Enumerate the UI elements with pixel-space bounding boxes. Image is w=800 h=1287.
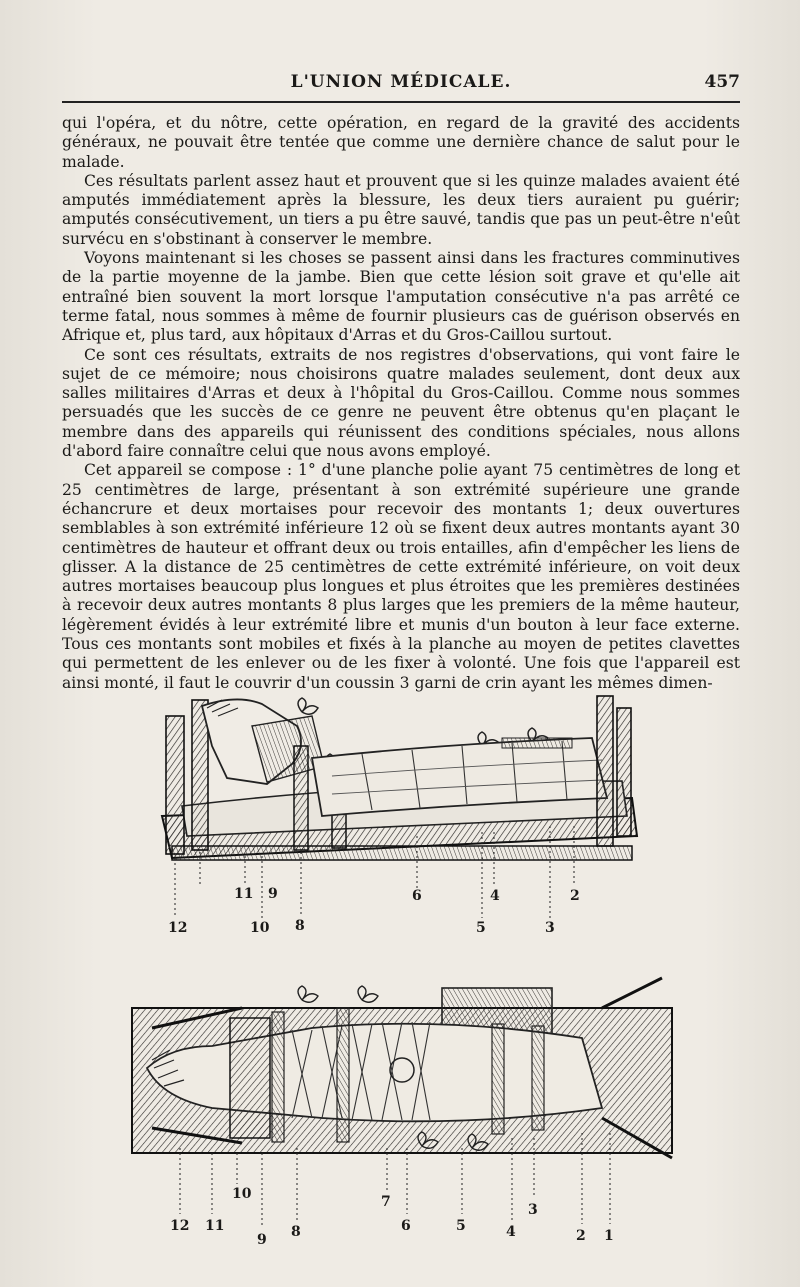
article-body — [62, 114, 740, 693]
paragraph-2: Ces résultats parlent assez haut et prouvent que si les quinze malades avaient été amputés immédiatement après la blessure, les deux tiers auraient pu guérir; amputés consécutivement, un tiers a pu être sauvé, tandis que pas un peut-être n'eût survécu en s'obstinant à conserver le membre. — [62, 171, 740, 248]
paragraph-4: Ce sont ces résultats, extraits de nos registres d'observations, qui vont faire le sujet de ce mémoire; nous choisirons quatre malades seulement, dont deux aux salles militaires d'Arras et deux à l'hôpital du Gros-Caillou. Comme nous sommes persuadés que les succès de ce genre ne peuvent être obtenus qu'en plaçant le membre dans des appareils qui réunissent des conditions spéciales, nous allons d'abord faire connaître celui que nous avons employé. — [62, 345, 740, 461]
figure-2-callout-5: 5 — [456, 1218, 466, 1234]
figure-2-callout-8: 8 — [291, 1224, 301, 1240]
journal-title: L'UNION MÉDICALE. — [290, 72, 512, 92]
figure-1-callout-3: 3 — [545, 920, 555, 936]
figure-1-callout-10: 10 — [250, 920, 270, 936]
figure-2-callout-7: 7 — [381, 1194, 391, 1210]
figure-1-callout-11: 11 — [234, 886, 254, 902]
figure-2-callout-1: 1 — [604, 1228, 614, 1244]
figure-1-callout-5: 5 — [476, 920, 486, 936]
figure-2-callout-4: 4 — [506, 1224, 516, 1240]
figure-2-callout-9: 9 — [257, 1232, 267, 1248]
figure-1-callout-2: 2 — [570, 888, 580, 904]
paragraph-3: Voyons maintenant si les choses se passent ainsi dans les fractures comminutives de la partie moyenne de la jambe. Bien que cette lésion soit grave et qu'elle ait entraîné bien souvent la mort lorsque l'amputation consécutive n'a pas arrêté ce terme fatal, nous sommes à même de fournir plusieurs cas de guérison observés en Afrique et, plus tard, aux hôpitaux d'Arras et du Gros-Caillou surtout. — [62, 249, 740, 345]
header-rule — [62, 101, 740, 103]
paragraph-5: Cet appareil se compose : 1° d'une planche polie ayant 75 centimètres de long et 25 centimètres de large, présentant à son extrémité supérieure une grande échancrure et deux mortaises pour recevoir des montants 1; deux ouvertures semblables à son extrémité inférieure 12 où se fixent deux autres montants ayant 30 centimètres de hauteur et offrant deux ou trois entailles, afin d'empêcher les liens de glisser. A la distance de 25 centimètres de cette extrémité inférieure, on voit deux autres mortaises beaucoup plus longues et plus étroites que les premières destinées à recevoir deux autres montants 8 plus larges que les premiers de la même hauteur, légèrement évidés à leur extrémité libre et munis d'un bouton à leur face externe. Tous ces montants sont mobiles et fixés à la planche au moyen de petites clavettes qui permettent de les enlever ou de les fixer à volonté. Une fois que l'appareil est ainsi monté, il faut le couvrir d'un coussin 3 garni de crin ayant les mêmes dimen- — [62, 461, 740, 692]
leg-apparatus-top-view-illustration — [62, 968, 740, 1258]
figure-1-callout-4: 4 — [490, 888, 500, 904]
figure-1-callout-9: 9 — [268, 886, 278, 902]
figure-2-callout-11: 11 — [205, 1218, 225, 1234]
figure-1-callout-6: 6 — [412, 888, 422, 904]
figure-2-callout-12: 12 — [170, 1218, 190, 1234]
leg-apparatus-side-view-illustration — [62, 686, 740, 948]
figure-2-callout-6: 6 — [401, 1218, 411, 1234]
figure-1-callout-8: 8 — [295, 918, 305, 934]
figure-2-callout-2: 2 — [576, 1228, 586, 1244]
figure-2-callout-3: 3 — [528, 1202, 538, 1218]
page-number: 457 — [704, 72, 740, 92]
running-header — [62, 72, 740, 100]
figure-1-callout-12: 12 — [168, 920, 188, 936]
paragraph-1: qui l'opéra, et du nôtre, cette opération, en regard de la gravité des accidents généraux, ne pouvait être tentée que comme une dernière chance de salut pour le malade. — [62, 114, 740, 171]
figure-2-callout-10: 10 — [232, 1186, 252, 1202]
